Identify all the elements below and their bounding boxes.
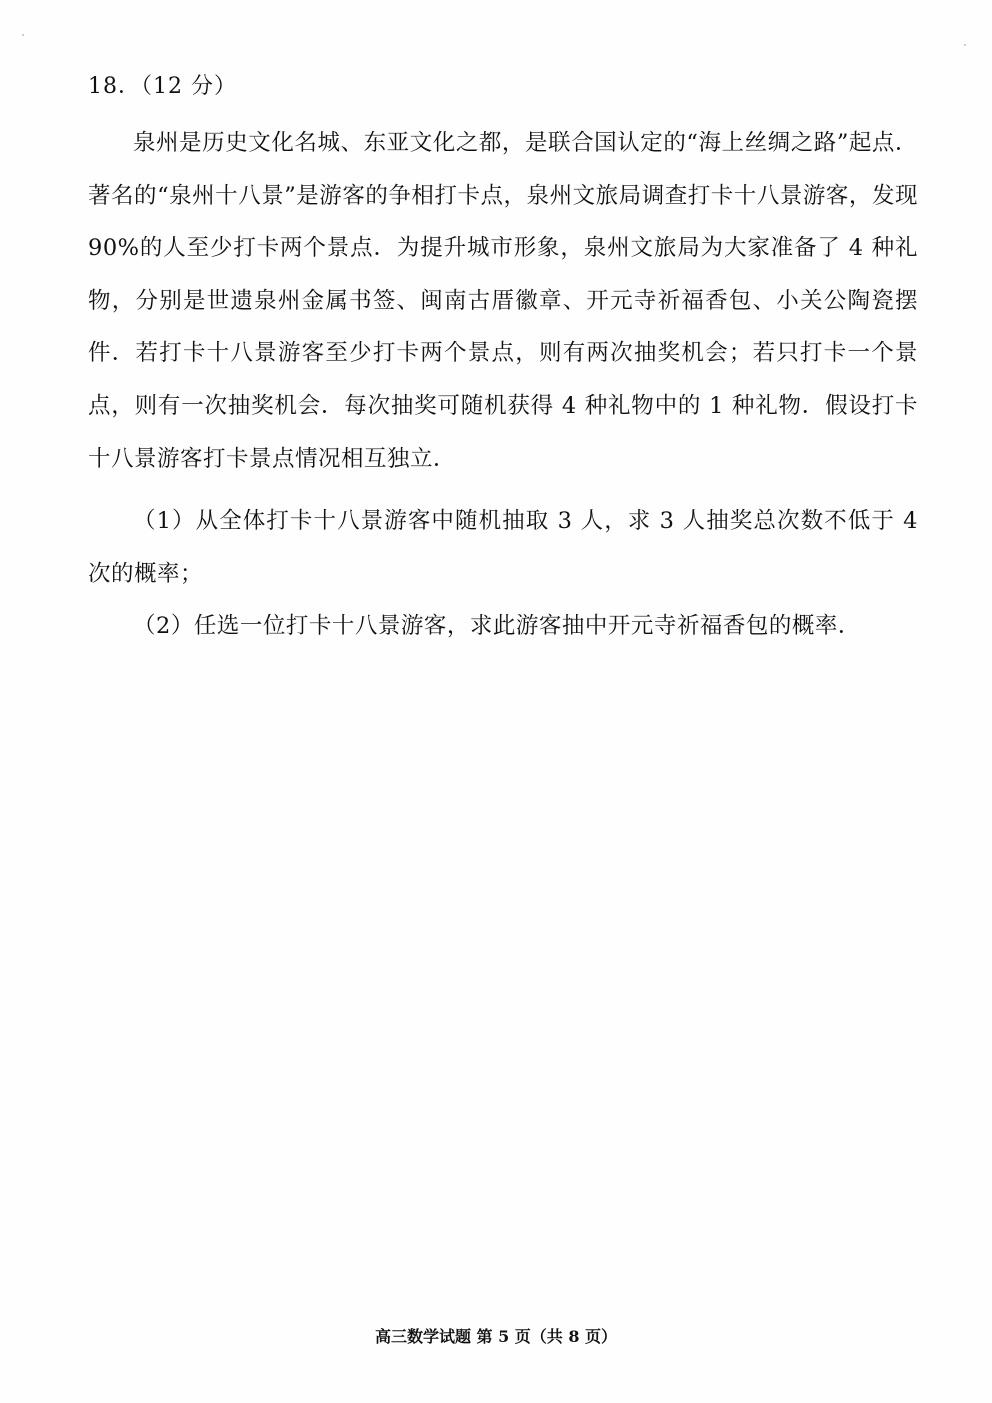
question-number: 18．（12 分） — [88, 74, 237, 99]
question-part-1: （1）从全体打卡十八景游客中随机抽取 3 人，求 3 人抽奖总次数不低于 4 次的概率； — [88, 508, 918, 587]
page-footer: 高三数学试题 第 5 页（共 8 页） — [374, 1327, 618, 1346]
scan-speck — [964, 44, 966, 46]
scan-speck — [22, 34, 24, 36]
question-intro: 泉州是历史文化名城、东亚文化之都，是联合国认定的“海上丝绸之路”起点．著名的“泉州十八景”是游客的争相打卡点，泉州文旅局调查打卡十八景游客，发现 90%的人至少打卡两个景点．为提升城市形象，泉州文旅局为大家准备了 4 种礼物，分别是世遗泉州金属书签、闽南古厝徽章、开元寺祈福香包、小关公陶瓷摆件．若打卡十八景游客至少打卡两个景点，则有两次抽奖机会；若只打卡一个景点，则有一次抽奖机会．每次抽奖可随机获得 4 种礼物中的 1 种礼物．假设打卡十八景游客打卡景点情况相互独立． — [88, 130, 918, 472]
question-part-2: （2）任选一位打卡十八景游客，求此游客抽中开元寺祈福香包的概率． — [133, 613, 861, 639]
